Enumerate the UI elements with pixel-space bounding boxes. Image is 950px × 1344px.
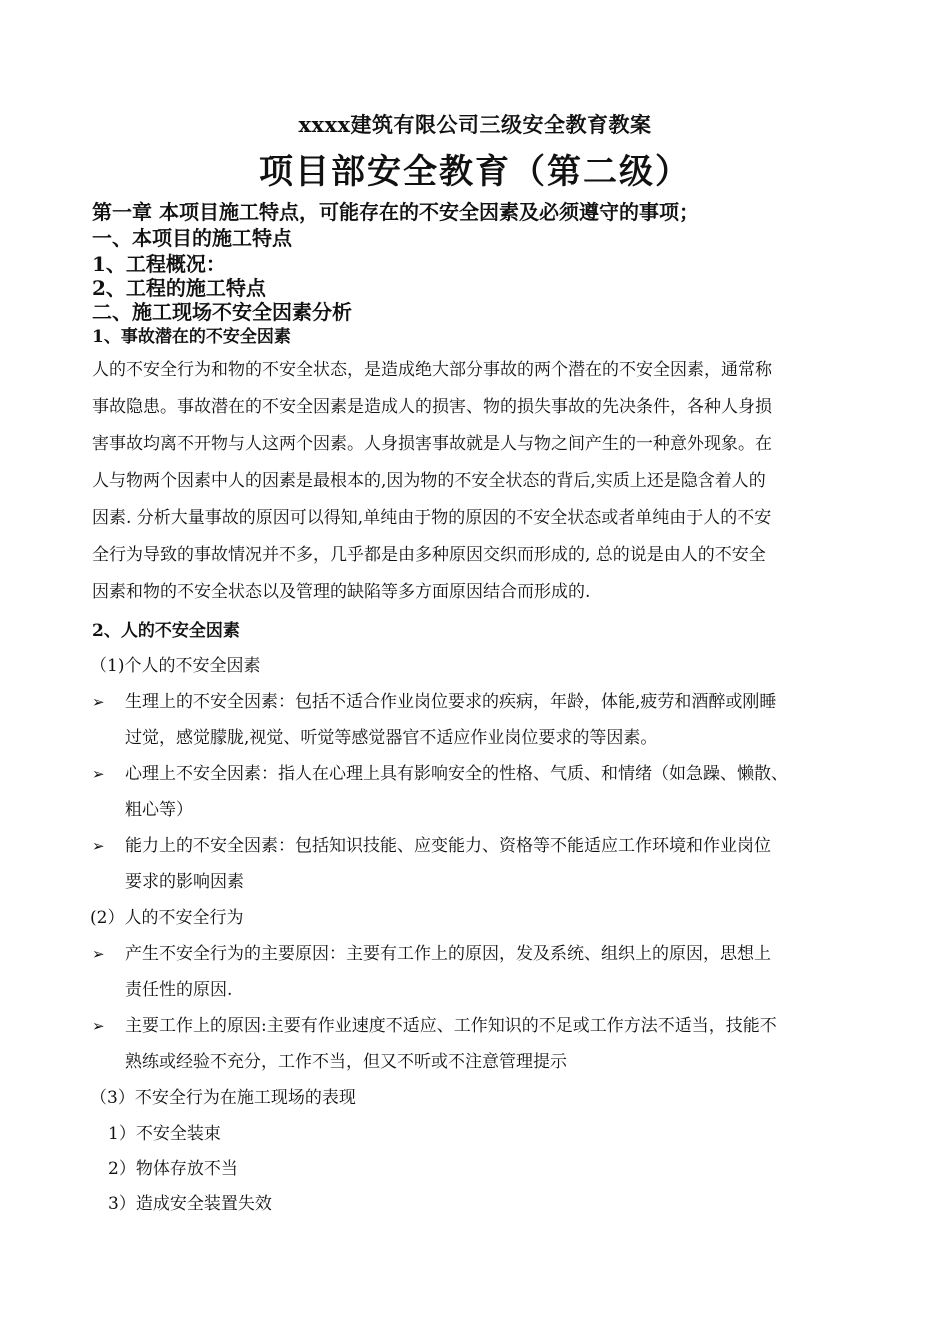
company-title: xxxx建筑有限公司三级安全教育教案: [298, 112, 652, 137]
subsection-label-2: (2）人的不安全行为: [90, 908, 244, 928]
section-heading-1: 一、本项目的施工特点: [92, 226, 292, 250]
bullet-line: 过觉，感觉朦胧,视觉、听觉等感觉器官不适应作业岗位要求的等因素。: [125, 728, 658, 748]
bullet-line: 生理上的不安全因素：包括不适合作业岗位要求的疾病，年龄，体能,疲劳和酒醉或刚睡: [125, 692, 777, 712]
paragraph-line: 人与物两个因素中人的因素是最根本的,因为物的不安全状态的背后,实质上还是隐含着人的: [92, 471, 766, 491]
bullet-arrow-icon: ➢: [92, 837, 105, 855]
item-heading-2: 2、工程的施工特点: [92, 276, 266, 300]
subsection-label-3: （3）不安全行为在施工现场的表现: [90, 1088, 356, 1108]
page-title: 项目部安全教育（第二级）: [259, 152, 691, 192]
subheading-2: 2、人的不安全因素: [92, 621, 240, 641]
bullet-line: 要求的影响因素: [125, 872, 244, 892]
bullet-item: [125, 756, 788, 828]
paragraph-line: 人的不安全行为和物的不安全状态，是造成绝大部分事故的两个潜在的不安全因素，通常称: [92, 360, 772, 380]
bullet-item: [125, 828, 771, 900]
paragraph-line: 事故隐患。事故潜在的不安全因素是造成人的损害、物的损失事故的先决条件，各种人身损: [92, 397, 772, 417]
bullet-line: 主要工作上的原因:主要有作业速度不适应、工作知识的不足或工作方法不适当，技能不: [125, 1016, 777, 1036]
paragraph-line: 全行为导致的事故情况并不多，几乎都是由多种原因交织而形成的, 总的说是由人的不安全: [92, 545, 766, 565]
bullet-line: 熟练或经验不充分，工作不当，但又不听或不注意管理提示: [125, 1052, 567, 1072]
subheading-1: 1、事故潜在的不安全因素: [92, 327, 291, 347]
bullet-arrow-icon: ➢: [92, 765, 105, 783]
bullet-line: 能力上的不安全因素：包括知识技能、应变能力、资格等不能适应工作环境和作业岗位: [125, 836, 771, 856]
paragraph-line: 害事故均离不开物与人这两个因素。人身损害事故就是人与物之间产生的一种意外现象。在: [92, 434, 772, 454]
bullet-arrow-icon: ➢: [92, 1017, 105, 1035]
subsection-label-1: （1)个人的不安全因素: [90, 656, 261, 676]
bullet-arrow-icon: ➢: [92, 693, 105, 711]
list-item: 1）不安全装束: [108, 1124, 221, 1144]
bullet-line: 心理上不安全因素：指人在心理上具有影响安全的性格、气质、和情绪（如急躁、懒散、: [125, 764, 788, 784]
paragraph-line: 因素和物的不安全状态以及管理的缺陷等多方面原因结合而形成的.: [92, 582, 591, 602]
bullet-line: 产生不安全行为的主要原因：主要有工作上的原因，发及系统、组织上的原因，思想上: [125, 944, 771, 964]
list-item: 3）造成安全装置失效: [108, 1194, 272, 1214]
bullet-arrow-icon: ➢: [92, 945, 105, 963]
bullet-line: 责任性的原因.: [125, 980, 233, 1000]
bullet-item: [125, 936, 771, 1008]
section-heading-2: 二、施工现场不安全因素分析: [92, 300, 352, 324]
bullet-line: 粗心等）: [125, 800, 193, 820]
list-item: 2）物体存放不当: [108, 1159, 238, 1179]
bullet-item: [125, 684, 776, 756]
bullet-item: [125, 1008, 777, 1080]
chapter-heading: 第一章 本项目施工特点，可能存在的不安全因素及必须遵守的事项；: [92, 200, 699, 224]
paragraph-line: 因素. 分析大量事故的原因可以得知,单纯由于物的原因的不安全状态或者单纯由于人的不安: [92, 508, 772, 528]
item-heading-1: 1、工程概况：: [92, 252, 226, 276]
body-paragraph-1: [92, 352, 862, 611]
